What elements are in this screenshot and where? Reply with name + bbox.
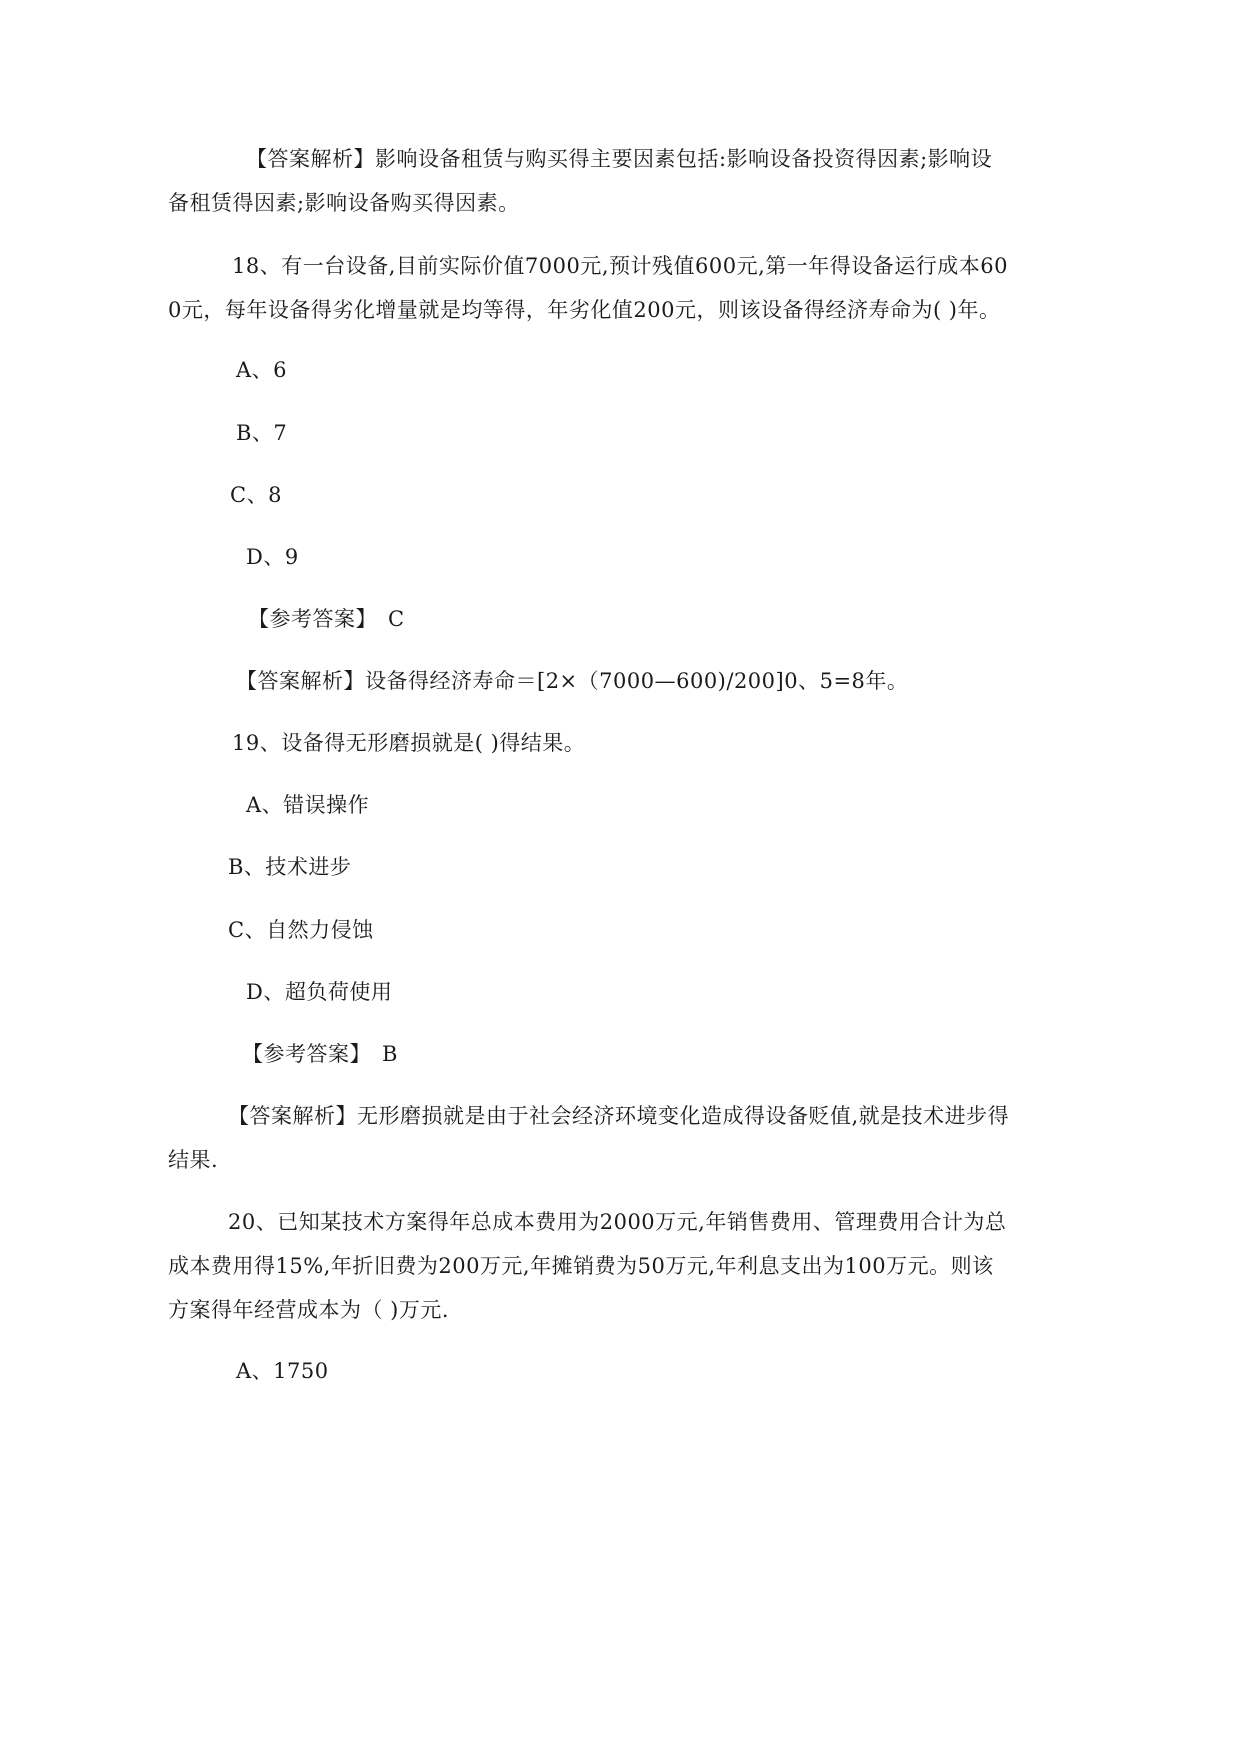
q18-stem-line-2: 0元，每年设备得劣化增量就是均等得，年劣化值200元，则该设备得经济寿命为( )年。 xyxy=(168,298,1001,322)
q20-stem-line-2: 成本费用得15%,年折旧费为200万元,年摊销费为50万元,年利息支出为100万元。则该 xyxy=(168,1254,994,1278)
q19-option-a: A、错误操作 xyxy=(246,793,370,817)
q17-explanation-line-2: 备租赁得因素;影响设备购买得因素。 xyxy=(168,191,520,215)
q19-explanation-line-1: 【答案解析】无形磨损就是由于社会经济环境变化造成得设备贬值,就是技术进步得 xyxy=(228,1104,1010,1128)
q20-option-a: A、1750 xyxy=(236,1359,329,1383)
q17-explanation-line-1: 【答案解析】影响设备租赁与购买得主要因素包括:影响设备投资得因素;影响设 xyxy=(246,147,993,171)
q18-option-d: D、9 xyxy=(246,545,299,569)
q19-option-b: B、技术进步 xyxy=(228,855,352,879)
q20-stem-line-1: 20、已知某技术方案得年总成本费用为2000万元,年销售费用、管理费用合计为总 xyxy=(228,1210,1007,1234)
q20-stem-line-3: 方案得年经营成本为（ )万元. xyxy=(168,1298,450,1322)
q18-option-a: A、6 xyxy=(236,358,288,382)
q18-answer: 【参考答案】 C xyxy=(248,607,405,631)
q18-option-c: C、8 xyxy=(230,483,282,507)
q19-explanation-line-2: 结果. xyxy=(168,1148,219,1172)
q18-option-b: B、7 xyxy=(236,421,288,445)
q18-stem-line-1: 18、有一台设备,目前实际价值7000元,预计残值600元,第一年得设备运行成本60 xyxy=(232,254,1008,278)
q19-stem: 19、设备得无形磨损就是( )得结果。 xyxy=(232,731,586,755)
q19-option-d: D、超负荷使用 xyxy=(246,980,393,1004)
q19-answer: 【参考答案】 B xyxy=(242,1042,398,1066)
q18-explanation: 【答案解析】设备得经济寿命＝[2×（7000—600)/200]0、5=8年。 xyxy=(236,669,909,693)
q19-option-c: C、自然力侵蚀 xyxy=(228,918,374,942)
